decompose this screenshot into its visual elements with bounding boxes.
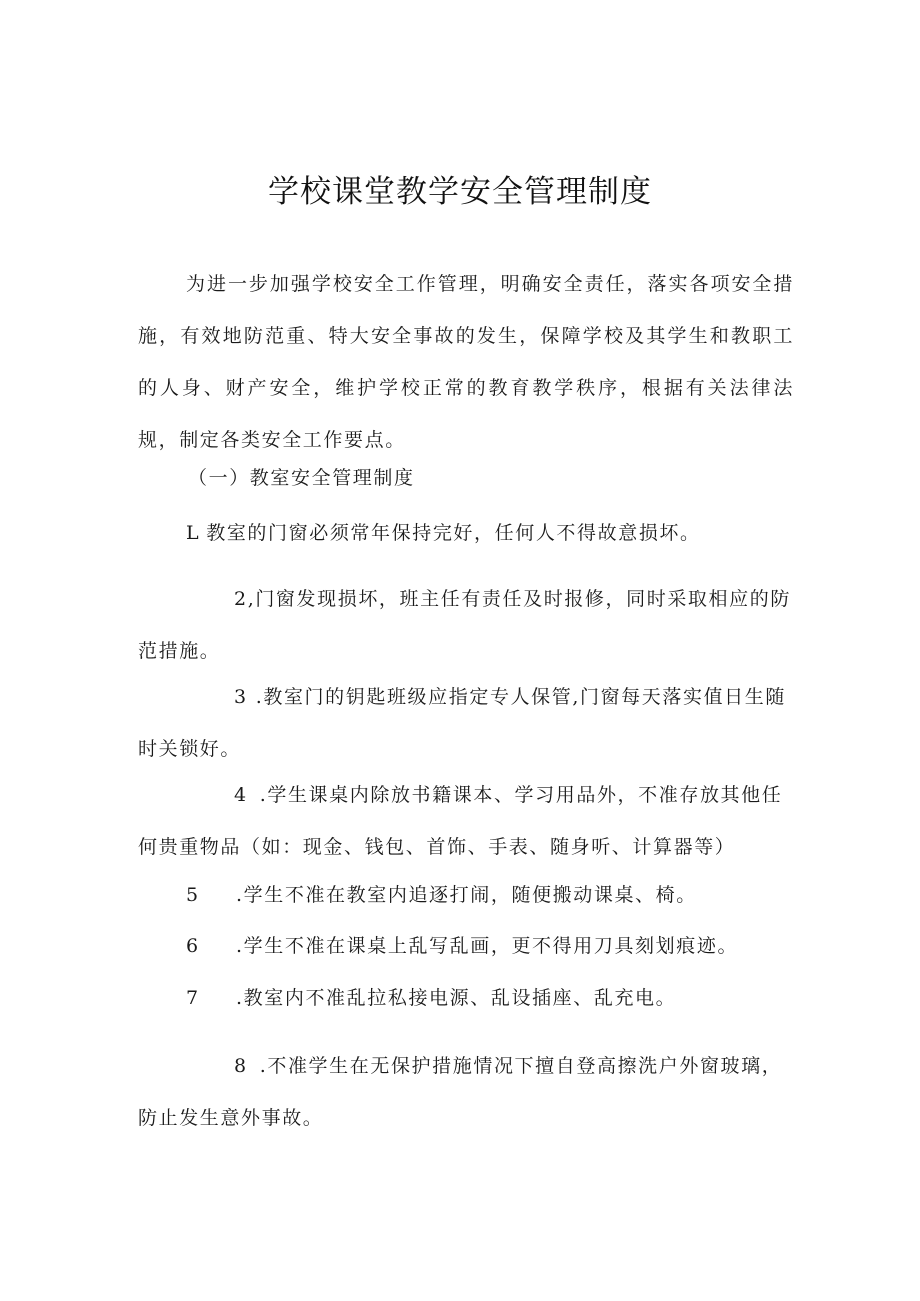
- list-item: [138, 573, 794, 677]
- item-text: .学生不准在教室内追逐打闹，随便搬动课桌、椅。: [236, 884, 697, 906]
- section-heading: （一）教室安全管理制度: [188, 467, 415, 489]
- item-text: 门窗发现损坏，班主任有责任及时报修，同时采取相应的防范措施。: [138, 588, 791, 662]
- document-title: 学校课堂教学安全管理制度: [268, 174, 652, 210]
- list-item: [138, 972, 794, 1024]
- list-item: [138, 1040, 794, 1144]
- list-item: [138, 869, 794, 921]
- item-text: .不准学生在无保护措施情况下擅自登高擦洗户外窗玻璃，防止发生意外事故。: [138, 1055, 783, 1129]
- list-item: [138, 920, 794, 972]
- item-text: .教室门的钥匙班级应指定专人保管,门窗每天落实值日生随时关锁好。: [138, 686, 786, 760]
- item-text: 教室的门窗必须常年保持完好，任何人不得故意损坏。: [206, 522, 701, 544]
- item-number: 8: [234, 1055, 248, 1077]
- item-number: 6: [186, 935, 200, 957]
- item-number: L: [186, 522, 201, 544]
- item-number: 4: [234, 784, 248, 806]
- item-text: .学生不准在课桌上乱写乱画，更不得用刀具刻划痕迹。: [236, 935, 739, 957]
- list-item: [138, 769, 794, 873]
- item-number: 2,: [234, 588, 256, 610]
- item-number: 3: [234, 686, 248, 708]
- intro-paragraph: 为进一步加强学校安全工作管理，明确安全责任，落实各项安全措施，有效地防范重、特大安全事故的发生，保障学校及其学生和教职工的人身、财产安全，维护学校正常的教育教学秩序，根据有关法律法规，制定各类安全工作要点。: [138, 273, 794, 451]
- item-text: .教室内不准乱拉私接电源、乱设插座、乱充电。: [236, 987, 677, 1009]
- item-number: 7: [186, 987, 200, 1009]
- item-text: .学生课桌内除放书籍课本、学习用品外，不准存放其他任何贵重物品（如：现金、钱包、首饰、手表、随身听、计算器等）: [138, 784, 783, 858]
- item-number: 5: [186, 884, 200, 906]
- list-item: [138, 507, 794, 559]
- list-item: [138, 671, 794, 775]
